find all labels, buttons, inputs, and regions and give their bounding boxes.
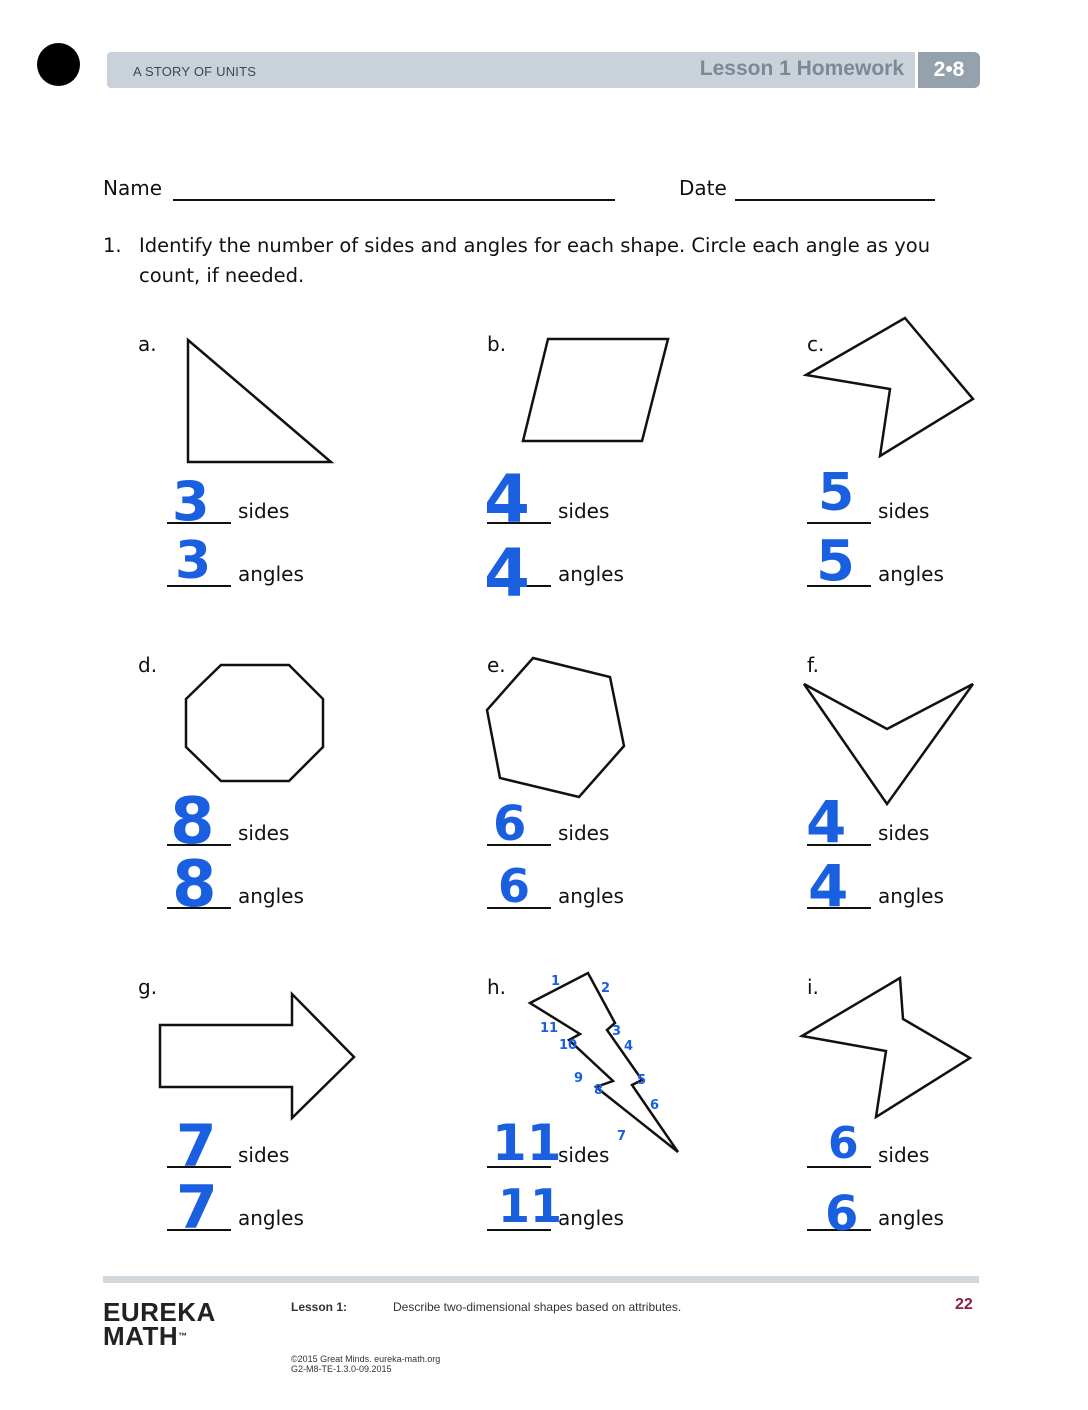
name-label: Name: [103, 176, 163, 200]
answer-g-sides: 7: [176, 1112, 217, 1180]
answer-f-angles: 4: [808, 852, 849, 920]
answer-c-sides: 5: [818, 463, 855, 523]
answer-h-sides: 11: [492, 1114, 562, 1172]
answer-a-sides: 3: [172, 470, 210, 533]
shape-c-concave-pentagon: [806, 318, 973, 456]
bolt-annotation-2: 2: [601, 981, 611, 996]
item-i-letter: i.: [807, 975, 819, 999]
answer-d-angles: 8: [172, 848, 217, 922]
item-b-letter: b.: [487, 332, 507, 356]
answer-e-sides: 6: [493, 796, 527, 852]
logo-line-2: MATH™: [103, 1321, 188, 1351]
date-label: Date: [679, 176, 727, 200]
item-d-sides-word: sides: [238, 821, 290, 845]
bolt-annotation-5: 5: [637, 1073, 647, 1088]
item-g-angles-word: angles: [238, 1206, 304, 1230]
item-e-sides-word: sides: [558, 821, 610, 845]
answer-b-sides: 4: [484, 461, 530, 538]
shape-b-parallelogram: [523, 339, 668, 441]
page-number: 22: [955, 1296, 973, 1313]
shape-f-arrowhead: [804, 684, 973, 804]
item-h-sides-word: sides: [558, 1143, 610, 1167]
item-c-angles-word: angles: [878, 562, 944, 586]
shape-d-octagon: [186, 665, 323, 781]
item-d-letter: d.: [138, 653, 158, 677]
answer-i-sides: 6: [828, 1118, 859, 1169]
answer-c-angles: 5: [816, 529, 855, 594]
bolt-annotation-10: 10: [559, 1038, 578, 1053]
bolt-annotation-9: 9: [574, 1071, 584, 1086]
item-b-angles-word: angles: [558, 562, 624, 586]
copyright-line-2: G2-M8-TE-1.3.0-09.2015: [291, 1364, 392, 1374]
item-b-sides-word: sides: [558, 499, 610, 523]
item-f-angles-word: angles: [878, 884, 944, 908]
item-c-sides-word: sides: [878, 499, 930, 523]
copyright-line-1: ©2015 Great Minds. eureka-math.org: [291, 1354, 441, 1364]
problem-text: Identify the number of sides and angles for each shape. Circle each angle as you count, if needed.: [139, 234, 931, 287]
series-title: A STORY OF UNITS: [133, 64, 257, 79]
answer-b-angles: 4: [484, 535, 530, 612]
item-g-letter: g.: [138, 975, 158, 999]
bolt-annotation-1: 1: [551, 974, 561, 989]
footer-bar: [103, 1276, 979, 1283]
footer-lesson-label: Lesson 1:: [291, 1300, 348, 1314]
logo-line-1: EUREKA: [103, 1297, 216, 1327]
answer-f-sides: 4: [806, 788, 847, 856]
bolt-annotation-8: 8: [594, 1083, 604, 1098]
answer-g-angles: 7: [176, 1173, 218, 1243]
item-e-letter: e.: [487, 653, 506, 677]
item-h-letter: h.: [487, 975, 507, 999]
grade-module-badge: 2•8: [918, 52, 980, 88]
item-h-angles-word: angles: [558, 1206, 624, 1230]
answer-e-angles: 6: [498, 859, 531, 913]
shape-i-concave-hexagon: [802, 978, 970, 1117]
bolt-annotation-11: 11: [540, 1021, 559, 1036]
shape-e-hexagon: [487, 658, 624, 797]
bolt-annotation-7: 7: [617, 1129, 627, 1144]
item-a-angles-word: angles: [238, 562, 304, 586]
answer-a-angles: 3: [175, 531, 212, 591]
lesson-title: Lesson 1 Homework: [699, 57, 904, 80]
bolt-annotation-3: 3: [612, 1024, 622, 1039]
answer-d-sides: 8: [170, 785, 215, 859]
item-e-angles-word: angles: [558, 884, 624, 908]
bolt-annotation-6: 6: [650, 1098, 660, 1113]
item-a-sides-word: sides: [238, 499, 290, 523]
item-i-sides-word: sides: [878, 1143, 930, 1167]
shape-g-arrow: [160, 994, 354, 1118]
item-i-angles-word: angles: [878, 1206, 944, 1230]
item-c-letter: c.: [807, 332, 825, 356]
item-g-sides-word: sides: [238, 1143, 290, 1167]
copyright: [291, 1354, 440, 1374]
footer-lesson-description: Describe two-dimensional shapes based on attributes.: [393, 1300, 682, 1314]
item-f-sides-word: sides: [878, 821, 930, 845]
answer-h-angles: 11: [498, 1179, 563, 1233]
item-d-angles-word: angles: [238, 884, 304, 908]
bolt-annotation-4: 4: [624, 1039, 634, 1054]
problem-number: 1.: [103, 234, 122, 257]
item-a-letter: a.: [138, 332, 157, 356]
shape-a-triangle: [188, 340, 331, 462]
answer-i-angles: 6: [825, 1186, 859, 1242]
item-f-letter: f.: [807, 653, 819, 677]
eureka-math-logo: [103, 1297, 216, 1351]
